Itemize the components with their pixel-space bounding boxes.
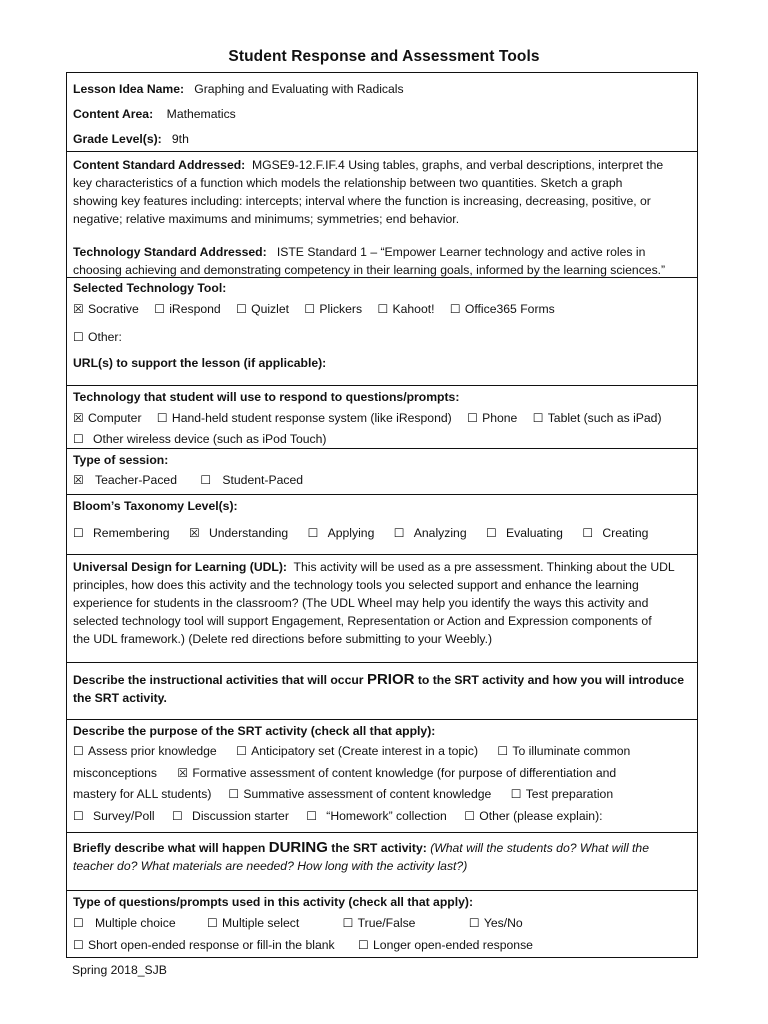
device-option-other-wireless[interactable]: ☐ Other wireless device (such as iPod Touch) (73, 432, 327, 446)
tech-standard-label: Technology Standard Addressed: (73, 245, 267, 259)
checkbox-icon: ☐ (464, 809, 475, 823)
checkbox-icon: ☐ (449, 302, 461, 316)
blooms-option-evaluating[interactable]: ☐ Evaluating (486, 526, 563, 540)
prior-emphasis: PRIOR (366, 671, 415, 688)
checkbox-icon: ☐ (73, 526, 84, 540)
checkbox-checked-icon: ☒ (73, 302, 84, 316)
lesson-name-label: Lesson Idea Name: (73, 82, 185, 96)
checkbox-icon: ☐ (73, 916, 84, 930)
form-table (66, 72, 698, 958)
purpose-misconceptions-text: misconceptions (73, 766, 157, 780)
content-standard-label: Content Standard Addressed: (73, 158, 246, 172)
grade-level-label: Grade Level(s): (73, 132, 162, 146)
page-title: Student Response and Assessment Tools (228, 48, 540, 65)
tool-option-plickers[interactable]: ☐ Plickers (304, 302, 363, 316)
checkbox-checked-icon: ☒ (73, 411, 84, 425)
question-option-longer-open-ended[interactable]: ☐ Longer open-ended response (358, 938, 533, 952)
checkbox-icon: ☐ (467, 411, 478, 425)
checkbox-icon: ☐ (228, 787, 240, 801)
footer-text: Spring 2018_SJB (72, 963, 167, 977)
checkbox-icon: ☐ (468, 916, 480, 930)
blooms-option-creating[interactable]: ☐ Creating (582, 526, 649, 540)
device-option-computer[interactable]: ☒ Computer (73, 411, 142, 425)
checkbox-icon: ☐ (236, 744, 247, 758)
standards-section (67, 151, 697, 277)
question-option-yes-no[interactable]: ☐ Yes/No (468, 916, 523, 930)
session-type-label: Type of session: (73, 453, 169, 467)
during-text-b: the SRT activity: (331, 841, 427, 855)
during-emphasis: DURING (268, 839, 328, 856)
udl-text-1: This activity will be used as a pre assessment. Thinking about the UDL (293, 560, 675, 574)
blooms-option-remembering[interactable]: ☐ Remembering (73, 526, 170, 540)
udl-text-3: experience for students in the classroom? (The UDL Wheel may help you identify the ways this activity and (73, 596, 649, 610)
purpose-option-homework[interactable]: ☐ “Homework” collection (306, 809, 447, 823)
checkbox-icon: ☐ (497, 744, 509, 758)
udl-text-2: principles, how does this activity and the technology tools you selected support and enhance the learning (73, 578, 639, 592)
checkbox-icon: ☐ (200, 473, 212, 487)
purpose-option-discussion-starter[interactable]: ☐ Discussion starter (172, 809, 289, 823)
device-option-phone[interactable]: ☐ Phone (467, 411, 518, 425)
device-option-tablet[interactable]: ☐ Tablet (such as iPad) (532, 411, 662, 425)
prior-text-2: the SRT activity. (73, 691, 167, 705)
checkbox-icon: ☐ (156, 411, 168, 425)
content-area-label: Content Area: (73, 107, 154, 121)
content-standard-text-3: showing key features including: intercepts; interval where the function is increasing, decreasing, positive, or (73, 194, 651, 208)
during-text-c: (What will the students do? What will the (430, 841, 649, 855)
session-option-teacher-paced[interactable]: ☒ Teacher-Paced (73, 473, 177, 487)
udl-text-5: the UDL framework.) (Delete red directions before submitting to your Weebly.) (73, 632, 493, 646)
lesson-name-value: Graphing and Evaluating with Radicals (194, 82, 404, 96)
udl-text-4: selected technology tool will support Engagement, Representation or Action and Expression components of (73, 614, 652, 628)
content-standard-text-2: key characteristics of a function which models the relationship between two quantities. Sketch a graph (73, 176, 623, 190)
url-label: URL(s) to support the lesson (if applicable): (73, 356, 327, 370)
checkbox-icon: ☐ (73, 938, 84, 952)
lesson-info-section (67, 73, 697, 151)
udl-section (67, 554, 697, 662)
tool-option-irespond[interactable]: ☐ iRespond (154, 302, 221, 316)
question-types-section (67, 890, 697, 959)
purpose-option-anticipatory-set[interactable]: ☐ Anticipatory set (Create interest in a topic) (236, 744, 479, 758)
question-option-multiple-choice[interactable]: ☐ Multiple choice (73, 916, 176, 930)
grade-level-value: 9th (171, 132, 189, 146)
technology-tool-options (73, 300, 691, 318)
prior-text-a: Describe the instructional activities that will occur (73, 673, 364, 687)
checkbox-icon: ☐ (582, 526, 594, 540)
blooms-option-applying[interactable]: ☐ Applying (307, 526, 375, 540)
prior-text-b: to the SRT activity and how you will introduce (417, 673, 684, 687)
tech-standard-text-1: ISTE Standard 1 – “Empower Learner technology and active roles in (276, 245, 646, 259)
technology-tool-section (67, 277, 697, 385)
session-option-student-paced[interactable]: ☐ Student-Paced (200, 473, 304, 487)
question-option-short-open-ended[interactable]: ☐ Short open-ended response or fill-in the blank (73, 938, 335, 952)
checkbox-icon: ☐ (73, 330, 84, 344)
purpose-label: Describe the purpose of the SRT activity (check all that apply): (73, 724, 436, 738)
checkbox-icon: ☐ (358, 938, 369, 952)
prior-activities-section (67, 662, 697, 719)
tech-standard-text-2: choosing achieving and demonstrating competency in their learning goals, informed by the learning sciences.” (73, 263, 666, 277)
checkbox-icon: ☐ (73, 809, 84, 823)
during-text-a: Briefly describe what will happen (73, 841, 266, 855)
technology-tool-label: Selected Technology Tool: (73, 281, 227, 295)
blooms-option-analyzing[interactable]: ☐ Analyzing (393, 526, 467, 540)
purpose-option-test-prep[interactable]: ☐ Test preparation (510, 787, 614, 801)
checkbox-icon: ☐ (306, 809, 318, 823)
content-standard-text-1: MGSE9-12.F.IF.4 Using tables, graphs, and verbal descriptions, interpret the (252, 158, 664, 172)
content-standard-text-4: negative; relative maximums and minimums; symmetries; end behavior. (73, 212, 460, 226)
tool-option-socrative[interactable]: ☒ Socrative (73, 302, 139, 316)
checkbox-icon: ☐ (304, 302, 316, 316)
purpose-section (67, 719, 697, 832)
during-activity-section (67, 832, 697, 890)
checkbox-checked-icon: ☒ (177, 766, 189, 780)
checkbox-icon: ☐ (307, 526, 319, 540)
purpose-option-formative[interactable]: ☒ Formative assessment of content knowledge (for purpose of differentiation and (177, 766, 617, 780)
udl-label: Universal Design for Learning (UDL): (73, 560, 287, 574)
checkbox-icon: ☐ (207, 916, 218, 930)
checkbox-icon: ☐ (342, 916, 354, 930)
checkbox-icon: ☐ (73, 432, 84, 446)
during-text-2: teacher do? What materials are needed? How long with the activity last?) (73, 859, 468, 873)
checkbox-icon: ☐ (377, 302, 389, 316)
session-type-section (67, 448, 697, 494)
checkbox-icon: ☐ (393, 526, 405, 540)
question-types-label: Type of questions/prompts used in this activity (check all that apply): (73, 895, 473, 909)
checkbox-icon: ☐ (532, 411, 544, 425)
student-technology-label: Technology that student will use to respond to questions/prompts: (73, 390, 460, 404)
purpose-option-summative[interactable]: ☐ Summative assessment of content knowledge (228, 787, 492, 801)
checkbox-icon: ☐ (73, 744, 84, 758)
purpose-mastery-text: mastery for ALL students) (73, 787, 212, 801)
blooms-option-understanding[interactable]: ☒ Understanding (188, 526, 289, 540)
tool-option-kahoot[interactable]: ☐ Kahoot! (377, 302, 435, 316)
blooms-label: Bloom’s Taxonomy Level(s): (73, 499, 238, 513)
device-option-handheld[interactable]: ☐ Hand-held student response system (like iRespond) (156, 411, 452, 425)
purpose-option-survey-poll[interactable]: ☐ Survey/Poll (73, 809, 155, 823)
checkbox-checked-icon: ☒ (73, 473, 84, 487)
question-option-multiple-select[interactable]: ☐ Multiple select (207, 916, 300, 930)
checkbox-icon: ☐ (172, 809, 183, 823)
content-area-value: Mathematics (166, 107, 236, 121)
purpose-option-assess-prior[interactable]: ☐ Assess prior knowledge (73, 744, 217, 758)
checkbox-icon: ☐ (510, 787, 522, 801)
checkbox-icon: ☐ (236, 302, 247, 316)
tool-option-other[interactable]: ☐ Other: (73, 330, 122, 344)
question-option-true-false[interactable]: ☐ True/False (342, 916, 416, 930)
checkbox-checked-icon: ☒ (188, 526, 200, 540)
checkbox-icon: ☐ (486, 526, 497, 540)
tool-option-office365-forms[interactable]: ☐ Office365 Forms (449, 302, 555, 316)
purpose-option-illuminate[interactable]: ☐ To illuminate common (497, 744, 631, 758)
blooms-section (67, 494, 697, 554)
tool-option-quizlet[interactable]: ☐ Quizlet (236, 302, 290, 316)
checkbox-icon: ☐ (154, 302, 165, 316)
purpose-option-other[interactable]: ☐ Other (please explain): (464, 809, 603, 823)
student-technology-section (67, 385, 697, 448)
